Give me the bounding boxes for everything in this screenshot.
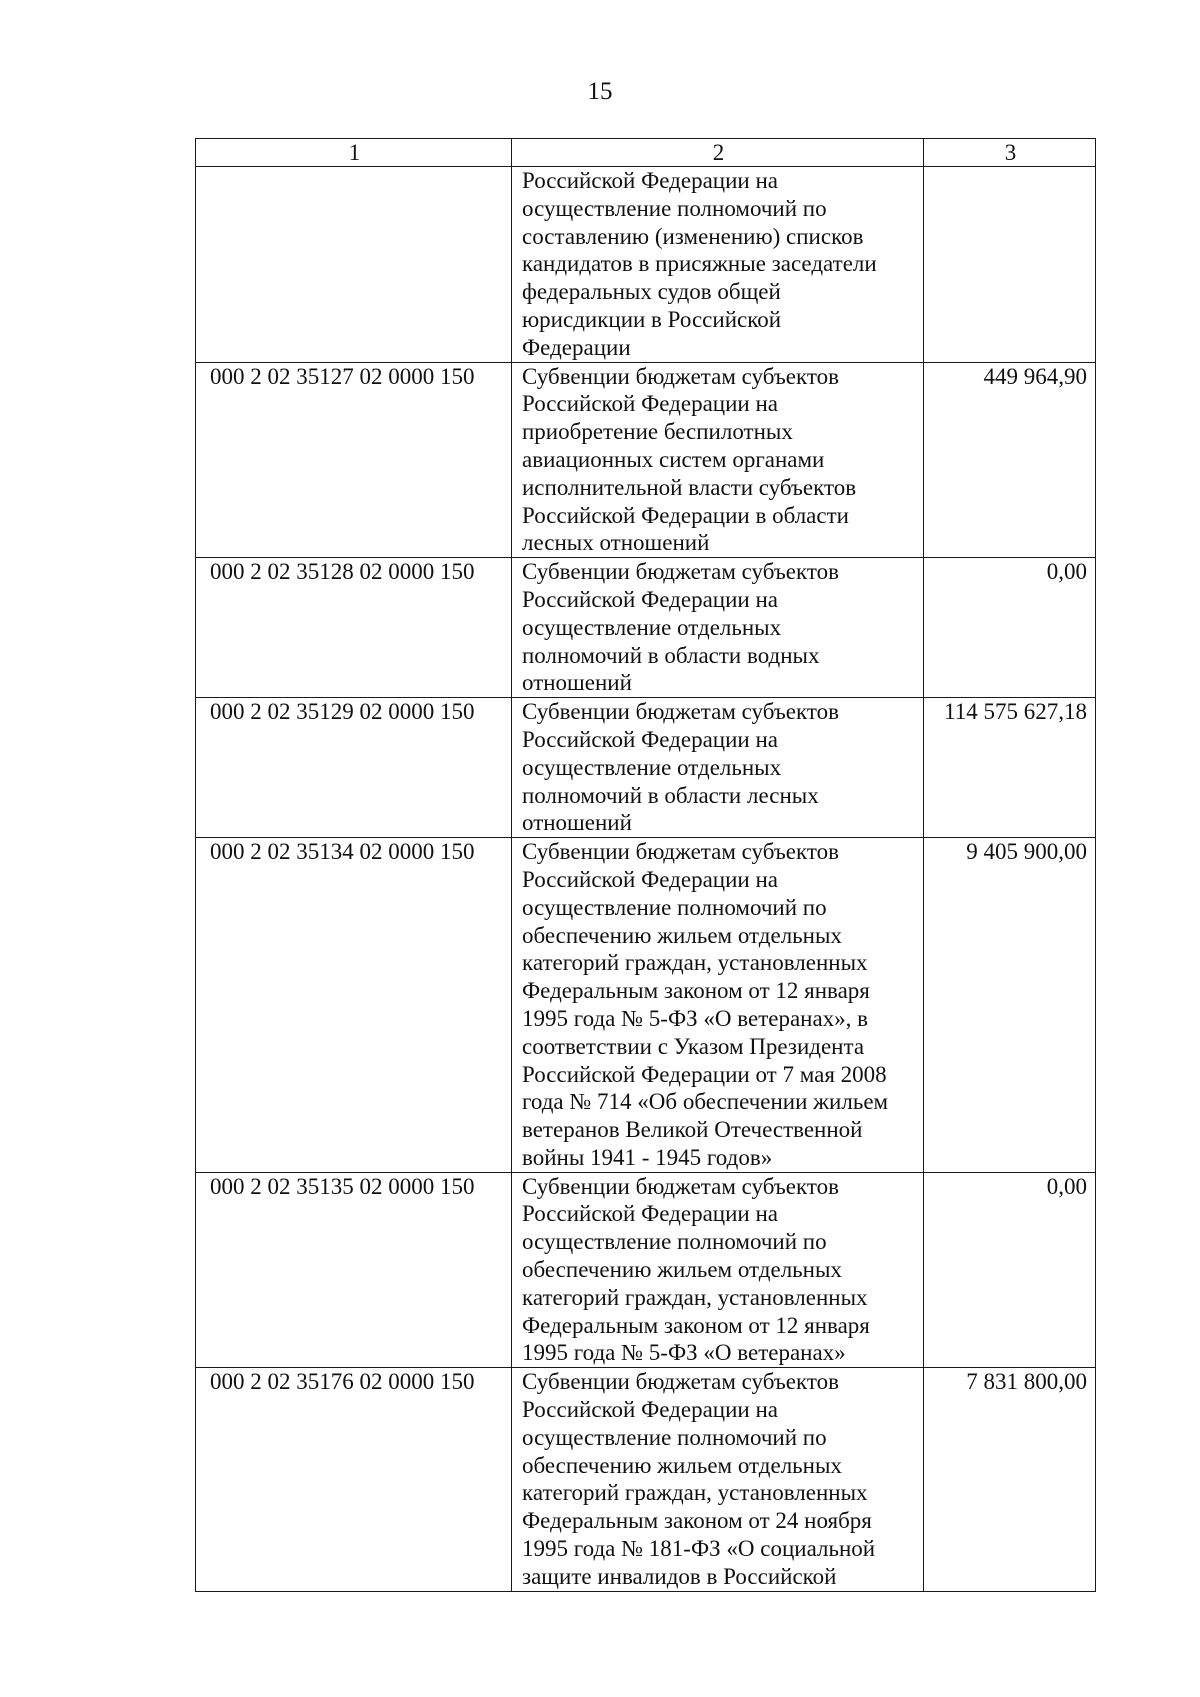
table-row <box>196 1172 1096 1368</box>
budget-code-cell: 000 2 02 35129 02 0000 150 <box>196 698 512 838</box>
description-cell: Российской Федерации на осуществление полномочий по составлению (изменению) списков кандидатов в присяжные заседатели федеральных судов общей юрисдикции в Российской Федерации <box>512 167 924 363</box>
amount-cell: 7 831 800,00 <box>924 1368 1096 1591</box>
description-cell: Субвенции бюджетам субъектов Российской Федерации на осуществление полномочий по обеспечению жильем отдельных категорий граждан, установленных Федеральным законом от 12 января 1995 года № 5-ФЗ «О ветеранах» <box>512 1172 924 1368</box>
column-header-1: 1 <box>196 139 512 167</box>
table-row <box>196 838 1096 1173</box>
budget-table <box>195 138 1096 1592</box>
budget-code-cell: 000 2 02 35127 02 0000 150 <box>196 362 512 558</box>
budget-code-cell: 000 2 02 35128 02 0000 150 <box>196 558 512 698</box>
budget-code-cell: 000 2 02 35134 02 0000 150 <box>196 838 512 1173</box>
page-number: 15 <box>587 78 613 105</box>
column-header-3: 3 <box>924 139 1096 167</box>
amount-cell: 0,00 <box>924 558 1096 698</box>
description-cell: Субвенции бюджетам субъектов Российской Федерации на осуществление отдельных полномочий в области лесных отношений <box>512 698 924 838</box>
table-header-row <box>196 139 1096 167</box>
budget-code-cell <box>196 167 512 363</box>
amount-cell: 0,00 <box>924 1172 1096 1368</box>
table-row <box>196 698 1096 838</box>
description-cell: Субвенции бюджетам субъектов Российской Федерации на приобретение беспилотных авиационных систем органами исполнительной власти субъектов Российской Федерации в области лесных отношений <box>512 362 924 558</box>
table-row <box>196 558 1096 698</box>
description-cell: Субвенции бюджетам субъектов Российской Федерации на осуществление полномочий по обеспечению жильем отдельных категорий граждан, установленных Федеральным законом от 12 января 1995 года № 5-ФЗ «О ветеранах», в соответствии с Указом Президента Российской Федерации от 7 мая 2008 года № 714 «Об обеспечении жильем ветеранов Великой Отечественной войны 1941 - 1945 годов» <box>512 838 924 1173</box>
column-header-2: 2 <box>512 139 924 167</box>
amount-cell <box>924 167 1096 363</box>
description-cell: Субвенции бюджетам субъектов Российской Федерации на осуществление отдельных полномочий в области водных отношений <box>512 558 924 698</box>
budget-code-cell: 000 2 02 35135 02 0000 150 <box>196 1172 512 1368</box>
table-row <box>196 167 1096 363</box>
table-row <box>196 362 1096 558</box>
amount-cell: 9 405 900,00 <box>924 838 1096 1173</box>
table-row <box>196 1368 1096 1591</box>
amount-cell: 114 575 627,18 <box>924 698 1096 838</box>
budget-code-cell: 000 2 02 35176 02 0000 150 <box>196 1368 512 1591</box>
amount-cell: 449 964,90 <box>924 362 1096 558</box>
description-cell: Субвенции бюджетам субъектов Российской Федерации на осуществление полномочий по обеспечению жильем отдельных категорий граждан, установленных Федеральным законом от 24 ноября 1995 года № 181-ФЗ «О социальной защите инвалидов в Российской <box>512 1368 924 1591</box>
